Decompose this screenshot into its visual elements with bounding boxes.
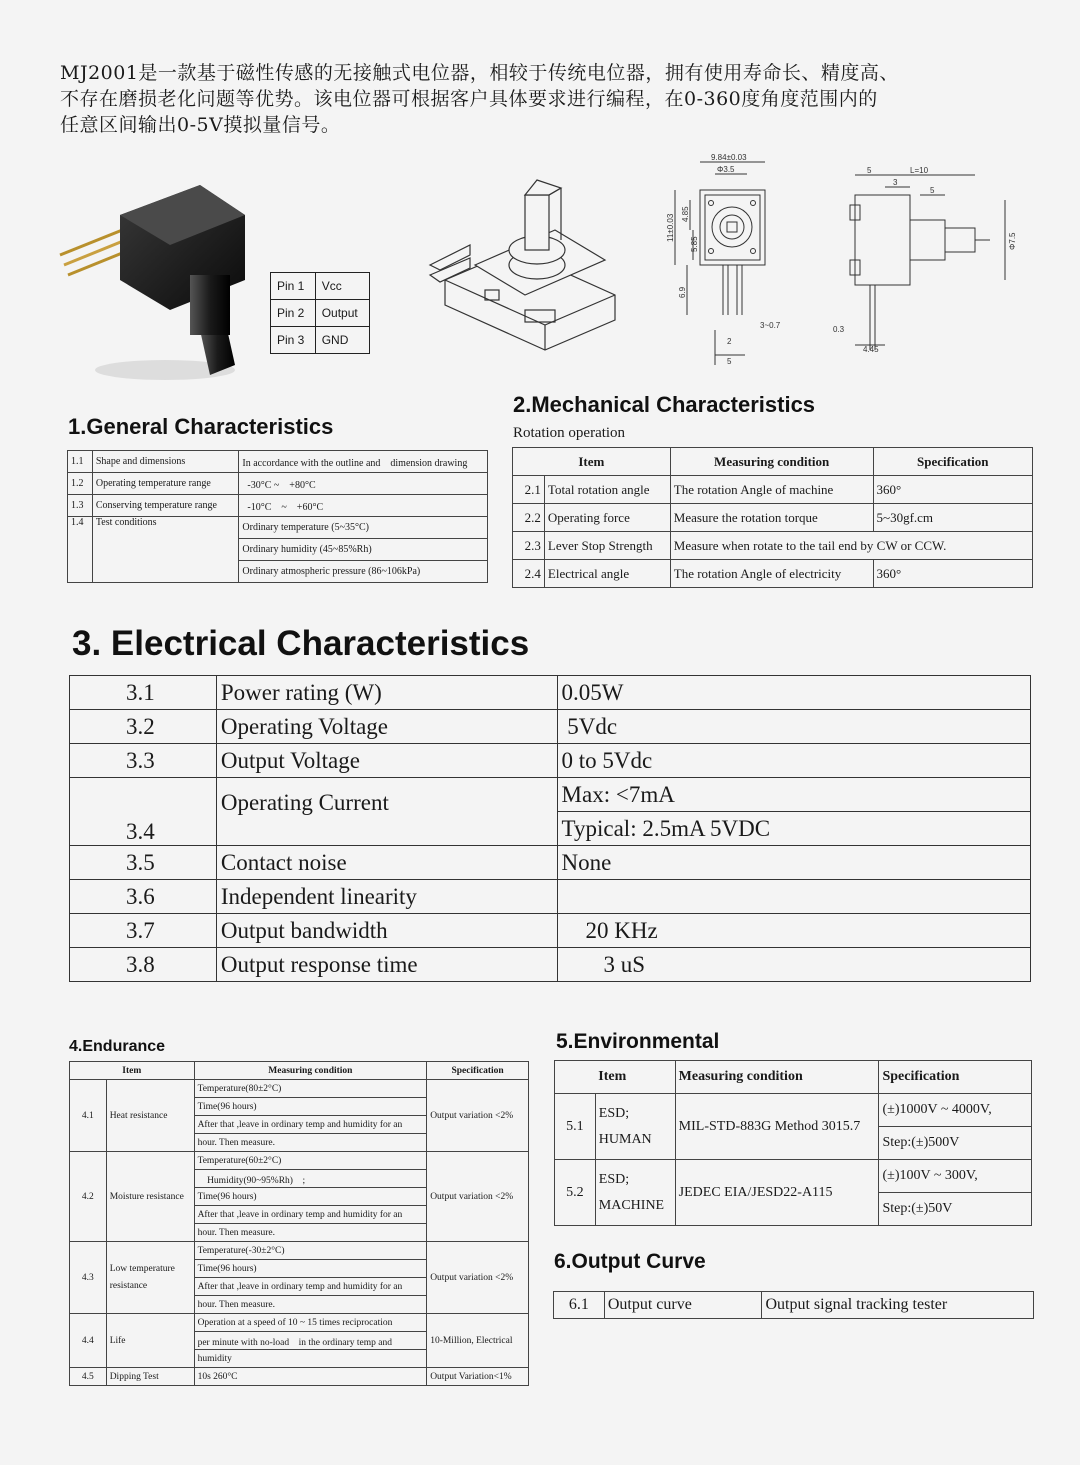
cond-cell: hour. Then measure. [194, 1296, 427, 1314]
table-header-row [555, 1061, 1032, 1094]
cond-cell: Measure the rotation torque [670, 504, 873, 532]
no-cell: 4.2 [70, 1152, 107, 1242]
spec-cell: -10°C ~ +60°C [239, 495, 488, 517]
spec-cell: (±)100V ~ 300V, [879, 1160, 1032, 1193]
item-line: MACHINE [598, 1197, 665, 1213]
item-cell: Operating Voltage [216, 710, 557, 744]
no-cell: 1.2 [68, 473, 93, 495]
spec-cell: Ordinary temperature (5~35°C) [239, 517, 488, 539]
no-cell: 3.3 [70, 744, 217, 778]
dim-label: 6.9 [678, 286, 687, 298]
item-line: HUMAN [598, 1131, 652, 1147]
table-row [70, 744, 1031, 778]
dim-label: Φ3.5 [717, 165, 735, 174]
item-cell: Shape and dimensions [92, 451, 239, 473]
spec-cell: Output variation <2% [427, 1242, 529, 1314]
header-cond: Measuring condition [675, 1061, 879, 1094]
spec-cell: Step:(±)500V [879, 1127, 1032, 1160]
dim-label: 5 [727, 357, 732, 366]
intro-line: 任意区间输出0-5V摸拟量信号。 [60, 114, 341, 136]
cond-cell: Time(96 hours) [194, 1260, 427, 1278]
cond-cell: Measure when rotate to the tail end by CW or CCW. [670, 532, 1032, 560]
spec-cell: 20 KHz [557, 914, 1030, 948]
no-cell: 2.2 [513, 504, 545, 532]
item-line: ESD; [598, 1171, 630, 1187]
dim-label: 3~0.7 [760, 321, 781, 330]
table-row [68, 451, 488, 473]
table-row [70, 914, 1031, 948]
no-cell: 3.1 [70, 676, 217, 710]
spec-cell: Max: <7mA [557, 778, 1030, 812]
spec-cell: Output variation <2% [427, 1080, 529, 1152]
item-cell: Output curve [604, 1292, 762, 1319]
cond-cell: After that ,leave in ordinary temp and humidity for an [194, 1116, 427, 1134]
output-table [553, 1291, 1034, 1319]
pin-name-cell: Output [315, 300, 369, 327]
item-cell: Operating Current [216, 778, 557, 846]
cond-cell: After that ,leave in ordinary temp and humidity for an [194, 1206, 427, 1224]
item-cell: Contact noise [216, 846, 557, 880]
no-cell: 3.7 [70, 914, 217, 948]
cond-cell: Humidity(90~95%Rh) ; [194, 1170, 427, 1188]
spec-cell: Output Variation<1% [427, 1368, 529, 1386]
side-view-drawing [825, 160, 1025, 360]
cond-cell: 10s 260°C [194, 1368, 427, 1386]
table-row [555, 1094, 1032, 1127]
cond-cell: Temperature(80±2°C) [194, 1080, 427, 1098]
isometric-drawing [425, 170, 635, 365]
item-cell [595, 1160, 675, 1226]
item-cell: Operating force [544, 504, 670, 532]
spec-cell [557, 880, 1030, 914]
endurance-title: 4.Endurance [69, 1038, 166, 1055]
table-row [70, 1080, 529, 1098]
mechanical-title: 2.Mechanical Characteristics [513, 392, 816, 417]
cond-cell: Temperature(60±2°C) [194, 1152, 427, 1170]
table-row [70, 880, 1031, 914]
table-row [70, 948, 1031, 982]
header-spec: Specification [427, 1062, 529, 1080]
dim-label: 11±0.03 [666, 213, 675, 242]
table-row [271, 327, 370, 354]
spec-cell: 3 uS [557, 948, 1030, 982]
dim-label: Φ7.5 [1008, 232, 1017, 250]
cond-cell: per minute with no-load in the ordinary temp and [194, 1332, 427, 1350]
electrical-title: 3. Electrical Characteristics [72, 624, 530, 663]
spec-cell: 360° [873, 560, 1032, 588]
table-row [271, 300, 370, 327]
no-cell: 3.5 [70, 846, 217, 880]
dim-label: 4.85 [681, 206, 690, 222]
item-cell: Lever Stop Strength [544, 532, 670, 560]
general-title: 1.General Characteristics [68, 414, 334, 439]
cond-cell: hour. Then measure. [194, 1224, 427, 1242]
table-row [70, 1152, 529, 1170]
no-cell: 4.3 [70, 1242, 107, 1314]
item-cell: Electrical angle [544, 560, 670, 588]
item-cell: Moisture resistance [106, 1152, 194, 1242]
endurance-table [69, 1061, 529, 1386]
table-row [513, 504, 1033, 532]
pin-table [270, 272, 370, 354]
cond-cell: The rotation Angle of machine [670, 476, 873, 504]
cond-cell: The rotation Angle of electricity [670, 560, 873, 588]
no-cell: 3.8 [70, 948, 217, 982]
table-row [271, 273, 370, 300]
dim-label: 5 [867, 166, 872, 175]
item-cell: Total rotation angle [544, 476, 670, 504]
no-cell: 6.1 [554, 1292, 605, 1319]
environmental-table [554, 1060, 1032, 1226]
dim-label: L=10 [910, 166, 929, 175]
no-cell: 3.2 [70, 710, 217, 744]
item-cell: Life [106, 1314, 194, 1368]
header-cond: Measuring condition [194, 1062, 427, 1080]
no-cell: 5.2 [555, 1160, 596, 1226]
environmental-title: 5.Environmental [556, 1030, 720, 1053]
table-row [70, 1314, 529, 1332]
dim-label: 4.45 [863, 345, 879, 354]
table-header-row [70, 1062, 529, 1080]
spec-cell: Typical: 2.5mA 5VDC [557, 812, 1030, 846]
dim-label: 9.84±0.03 [711, 153, 747, 162]
table-row [70, 778, 1031, 812]
cond-cell: Time(96 hours) [194, 1098, 427, 1116]
dim-label: 3 [893, 178, 898, 187]
spec-cell: 5Vdc [557, 710, 1030, 744]
no-cell: 1.4 [68, 517, 93, 583]
mechanical-subtitle: Rotation operation [513, 425, 626, 441]
item-cell: Dipping Test [106, 1368, 194, 1386]
pin-name-cell: Vcc [315, 273, 369, 300]
no-cell: 1.3 [68, 495, 93, 517]
item-cell: Output response time [216, 948, 557, 982]
item-cell: Test conditions [92, 517, 239, 583]
table-row [68, 473, 488, 495]
table-row [555, 1160, 1032, 1193]
header-item: Item [513, 448, 671, 476]
table-row [70, 710, 1031, 744]
item-line: ESD; [598, 1105, 630, 1121]
cond-cell: Time(96 hours) [194, 1188, 427, 1206]
dim-label: 5.85 [690, 236, 699, 252]
cond-cell: humidity [194, 1350, 427, 1368]
general-table [67, 450, 488, 583]
table-row [68, 495, 488, 517]
item-cell: Output Voltage [216, 744, 557, 778]
output-title: 6.Output Curve [554, 1250, 706, 1273]
cond-cell: JEDEC EIA/JESD22-A115 [675, 1160, 879, 1226]
front-view-drawing [635, 150, 795, 375]
pin-name-cell: GND [315, 327, 369, 354]
table-row [513, 532, 1033, 560]
cond-cell: hour. Then measure. [194, 1134, 427, 1152]
pin-cell: Pin 1 [271, 273, 316, 300]
item-cell: Output bandwidth [216, 914, 557, 948]
mechanical-table [512, 447, 1033, 588]
cond-cell: Operation at a speed of 10 ~ 15 times reciprocation [194, 1314, 427, 1332]
table-row [70, 1242, 529, 1260]
intro-paragraph [60, 60, 1040, 138]
no-cell: 3.6 [70, 880, 217, 914]
header-item: Item [70, 1062, 195, 1080]
no-cell: 4.4 [70, 1314, 107, 1368]
spec-cell: 10-Million, Electrical [427, 1314, 529, 1368]
table-row [70, 846, 1031, 880]
spec-cell: -30°C ~ +80°C [239, 473, 488, 495]
spec-cell: Ordinary atmospheric pressure (86~106kPa) [239, 561, 488, 583]
no-cell: 3.4 [70, 778, 217, 846]
no-cell: 4.5 [70, 1368, 107, 1386]
item-line: resistance [109, 1280, 148, 1291]
dim-label: 2 [727, 337, 732, 346]
spec-cell: Step:(±)50V [879, 1193, 1032, 1226]
table-row [513, 560, 1033, 588]
product-photo [50, 170, 260, 390]
table-row [68, 517, 488, 539]
spec-cell: Output variation <2% [427, 1152, 529, 1242]
item-cell: Conserving temperature range [92, 495, 239, 517]
no-cell: 4.1 [70, 1080, 107, 1152]
electrical-table [69, 675, 1031, 982]
table-row [70, 1368, 529, 1386]
cond-cell: After that ,leave in ordinary temp and humidity for an [194, 1278, 427, 1296]
pin-cell: Pin 3 [271, 327, 316, 354]
spec-cell: In accordance with the outline and dimension drawing [239, 451, 488, 473]
no-cell: 2.3 [513, 532, 545, 560]
item-cell: Operating temperature range [92, 473, 239, 495]
spec-cell: Ordinary humidity (45~85%Rh) [239, 539, 488, 561]
item-cell: Independent linearity [216, 880, 557, 914]
dim-label: 5 [930, 186, 935, 195]
item-cell [106, 1242, 194, 1314]
table-header-row [513, 448, 1033, 476]
spec-cell: None [557, 846, 1030, 880]
header-item: Item [595, 1061, 675, 1094]
dim-label: 0.3 [833, 325, 845, 334]
item-cell: Heat resistance [106, 1080, 194, 1152]
spec-cell: (±)1000V ~ 4000V, [879, 1094, 1032, 1127]
no-cell: 1.1 [68, 451, 93, 473]
spec-cell: 0.05W [557, 676, 1030, 710]
intro-line: 不存在磨损老化问题等优势。该电位器可根据客户具体要求进行编程，在0-360度角度范围内的 [60, 88, 878, 110]
header-spec: Specification [879, 1061, 1032, 1094]
cond-cell: MIL-STD-883G Method 3015.7 [675, 1094, 879, 1160]
table-row [513, 476, 1033, 504]
spec-cell: Output signal tracking tester [762, 1292, 1034, 1319]
table-row [70, 676, 1031, 710]
header-spec: Specification [873, 448, 1032, 476]
spec-cell: 360° [873, 476, 1032, 504]
cond-cell: Temperature(-30±2°C) [194, 1242, 427, 1260]
spec-cell: 5~30gf.cm [873, 504, 1032, 532]
no-cell: 2.4 [513, 560, 545, 588]
pin-cell: Pin 2 [271, 300, 316, 327]
no-cell: 2.1 [513, 476, 545, 504]
header-cond: Measuring condition [670, 448, 873, 476]
no-cell: 5.1 [555, 1094, 596, 1160]
item-cell: Power rating (W) [216, 676, 557, 710]
table-row [554, 1292, 1034, 1319]
intro-line: MJ2001是一款基于磁性传感的无接触式电位器，相较于传统电位器，拥有使用寿命长、精度高、 [60, 62, 899, 84]
item-cell [595, 1094, 675, 1160]
item-line: Low temperature [109, 1263, 175, 1274]
spec-cell: 0 to 5Vdc [557, 744, 1030, 778]
